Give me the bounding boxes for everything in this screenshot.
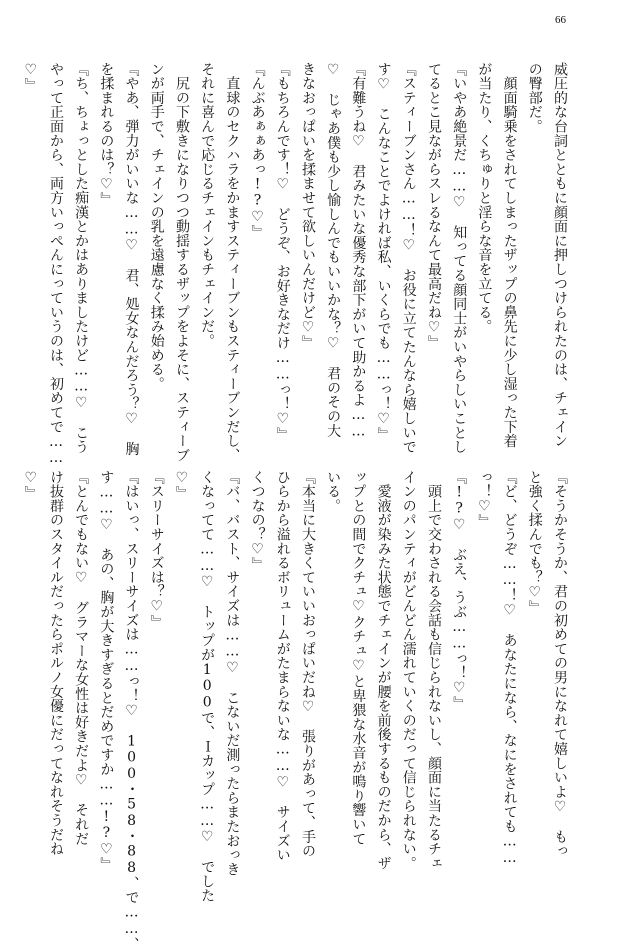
text-line: の臀部だ。 <box>526 62 543 134</box>
text-line: ♡』 <box>173 470 190 501</box>
text-line: す♡ こんなことでよければ私、いくらでも……っ！♡』 <box>375 62 392 442</box>
text-line: 『もちろんです！♡ どうぞ、お好きなだけ……っ！♡』 <box>274 62 291 442</box>
text-line: きなおっぱいを揉ませて欲しいんだけど♡』 <box>299 62 316 350</box>
text-line: 『いやあ絶景だ……♡ 知ってる顔同士がいやらしいことし <box>451 62 468 455</box>
text-line: 『本当に大きくていいおっぱいだね♡ 張りがあって、手の <box>299 470 316 859</box>
text-line: 『やあ、弾力がいいな……♡ 君、処女なんだろう？♡ 胸 <box>123 62 140 457</box>
text-line: ♡ じゃあ僕も少し愉しんでもいいかな？♡ 君のその大 <box>325 62 342 438</box>
text-line: ップとの間でクチュ♡クチュ♡と卑猥な水音が鳴り響いて <box>350 470 367 846</box>
text-line: を揉まれるのは？♡』 <box>98 62 115 207</box>
text-line: 『ど、どうぞ……！♡ あなたになら、なにをされても…… <box>501 470 518 867</box>
text-line: ♡』 <box>22 62 39 93</box>
text-line: いる。 <box>325 470 342 513</box>
text-line: ♡』 <box>22 470 39 501</box>
text-line: 『バ、バスト、サイズは……♡ こないだ測ったらまたおっき <box>224 470 241 877</box>
text-line: と強く揉んでも？♡』 <box>526 470 543 615</box>
text-line: 『そうかそうか、君の初めての男になれて嬉しいよ♡ もっ <box>552 470 568 859</box>
text-line: くなってて……♡ トップが100で、Ｉカップ……♡ でした <box>199 470 216 903</box>
text-line: てるとこ見ながらスレるなんて最高だね♡』 <box>425 62 442 350</box>
text-line: 『はいっ、スリーサイズは……っ！♡ 100・58・88、で……、 <box>123 470 140 952</box>
page-number: 66 <box>555 14 566 26</box>
text-block-lower <box>22 470 572 952</box>
text-line: 『んぶあぁぁあっ!?♡』 <box>249 62 266 240</box>
text-line: 『ち、ちょっとした痴漢とかはありましたけど……♡ こう <box>73 62 90 455</box>
text-line: 『スリーサイズは？♡』 <box>148 470 165 630</box>
text-line: 『有難うね♡ 君みたいな優秀な部下がいて助かるよ…… <box>350 62 367 440</box>
text-line: 『スティーブンさん……！♡ お役に立てたんなら嬉しいで <box>400 62 417 455</box>
text-line: 頭上で交わされる会話も信じられないし、顔面に当たるチェ <box>425 470 442 871</box>
text-line: 『!?♡ ぶえ、うぶ……っ！♡』 <box>451 470 468 711</box>
text-line: くつなの？♡』 <box>249 470 266 573</box>
text-block-upper <box>22 62 572 467</box>
text-line: ひらから溢れるボリュームがたまらないな……♡ サイズい <box>274 470 291 863</box>
text-line: インのパンティがどんどん濡れていくのだって信じられない。 <box>400 470 417 871</box>
text-line: ンが両手で、チェインの乳を遠慮なく揉み始める。 <box>148 62 165 391</box>
text-line: 顔面騎乗をされてしまったザップの鼻先に少し湿った下着 <box>501 62 518 449</box>
text-line: 威圧的な台詞とともに顔面に押しつけられたのは、チェイン <box>552 62 568 449</box>
text-line: それに喜んで応じるチェインもチェインだ。 <box>199 62 216 348</box>
text-line: 尻の下敷きになりつつ動揺するザップをよそに、スティーブ <box>173 62 190 463</box>
text-line: す……♡ あの、胸が大きすぎるとだめですか……!?♡』 <box>98 470 115 873</box>
text-line: 愛液が染みた状態でチェインが腰を前後するものだから、ザ <box>375 470 392 871</box>
text-line: け抜群のスタイルだったらポルノ女優にだってなれそうだね <box>47 470 64 857</box>
text-line: やって正面から、両方いっぺんにっていうのは、初めてで…… <box>47 62 64 467</box>
text-line: 直球のセクハラをかますスティーブンもスティーブンだし、 <box>224 62 241 463</box>
text-line: 『とんでもない♡ グラマーな女性は好きだよ♡ それだ <box>73 470 90 846</box>
text-line: が当たり、くちゅりと淫らな音を立てる。 <box>476 62 493 334</box>
text-line: っ！♡』 <box>476 470 493 530</box>
